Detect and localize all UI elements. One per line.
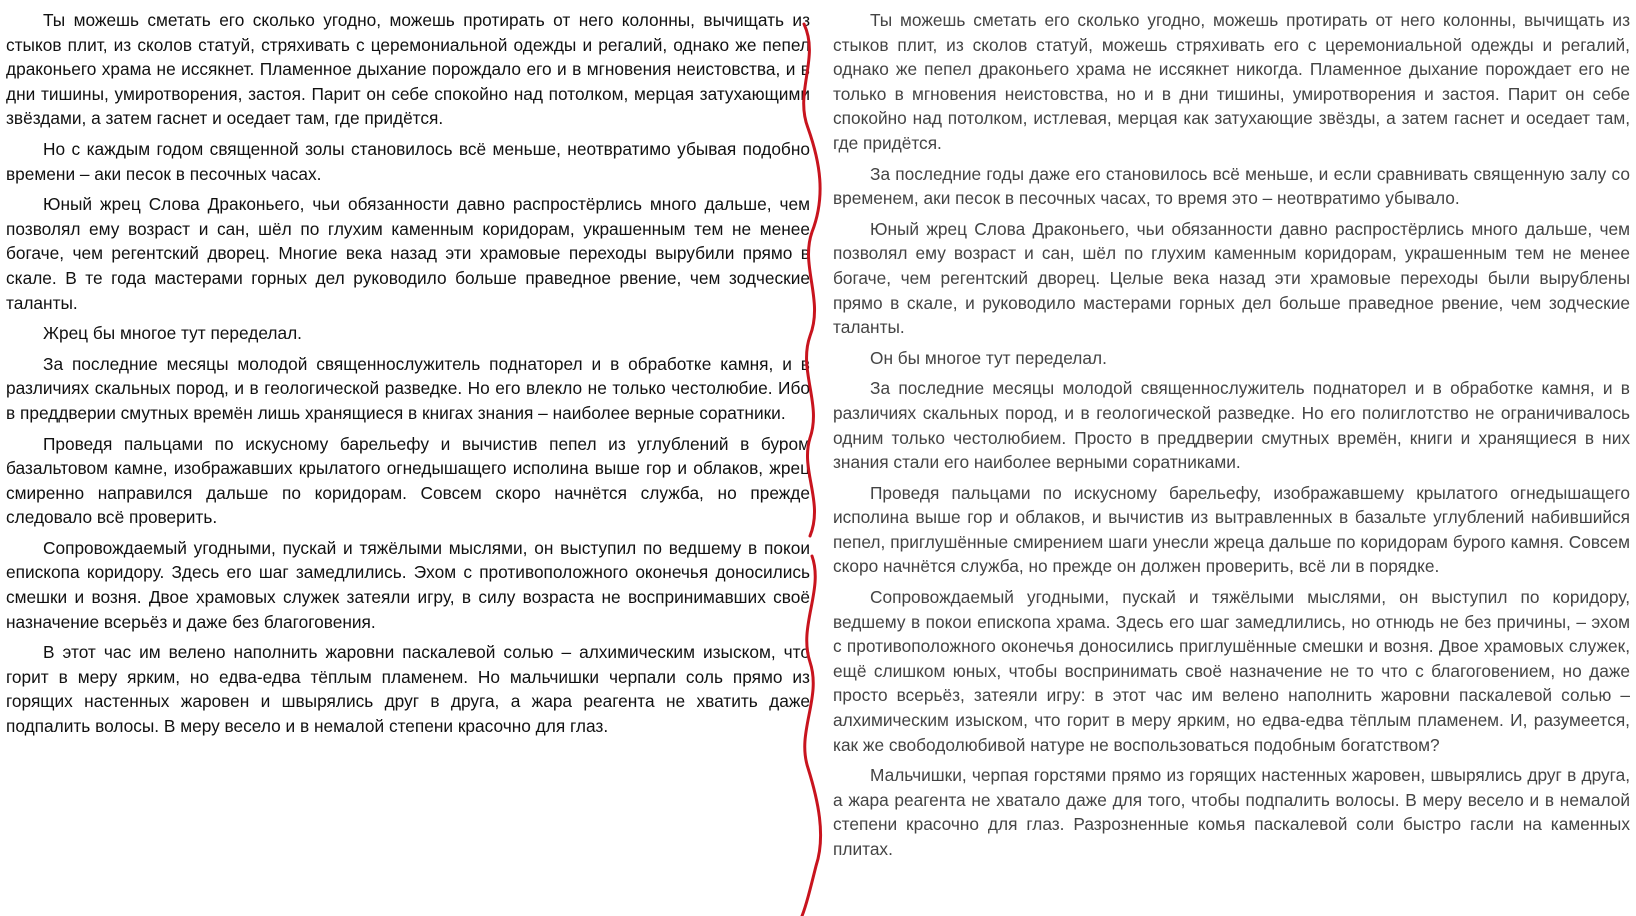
paragraph: Жрец бы многое тут переделал. <box>43 323 302 344</box>
paragraph: Сопровождаемый угодными, пускай и тяжёлыми мыслями, он выступил по коридору, ведшему в покои епископа храма. Здесь его шаг замедлились, но отнюдь не без причины, – эхом с противоположного оконечья доносились приглушённые смешки и возня. Двое храмовых служек, ещё слишком юных, чтобы воспринимать своё назначение не то что с благоговением, но даже просто всерьёз, затеяли игру: в этот час им велено наполнить жаровни паскалевой солью – алхимическим изыском, что горит в меру ярким, но едва-едва тёплым пламенем. И, разумеется, как же свободолюбивой натуре не воспользоваться подобным богатством? <box>833 587 1630 755</box>
paragraph: За последние месяцы молодой священнослужитель поднаторел и в обработке камня, и в различиях скальных пород, и в геологической разведке. Но его полиглотство не ограничивалось одним только честолюбием. Просто в преддверии смутных времён, книги и хранящиеся в них знания стали его наиболее верными соратниками. <box>833 378 1630 473</box>
original-text-column <box>6 8 810 745</box>
paragraph: Юный жрец Слова Драконьего, чьи обязанности давно распростёрлись много дальше, чем позволял ему возраст и сан, шёл по глухим каменным коридорам, украшенным тем не менее богаче, чем регентский дворец. Многие века назад эти храмовые переходы вырубили прямо в скале. В те года мастерами горных дел руководило больше праведное рвение, чем зодческие таланты. <box>6 194 810 313</box>
paragraph: Ты можешь сметать его сколько угодно, можешь протирать от него колонны, вычищать из стыков плит, из сколов статуй, можешь стряхивать его с церемониальной одежды и регалий, однако же пепел драконьего храма не иссякнет никогда. Пламенное дыхание порождает его не только в мгновения неистовства, но и в дни тишины, умиротворения и застоя. Парит он себе спокойно над потолком, истлевая, мерцая как затухающие звёзды, а затем гаснет и оседает там, где придётся. <box>833 10 1630 153</box>
paragraph: За последние месяцы молодой священнослужитель поднаторел и в обработке камня, и в различиях скальных пород, и в геологической разведке. Но его влекло не только честолюбие. Ибо в преддверии смутных времён лишь хранящиеся в книгах знания – наиболее верные соратники. <box>6 353 810 423</box>
paragraph: Проведя пальцами по искусному барельефу и вычистив пепел из углублений в буром базальтовом камне, изображавших крылатого огнедышащего исполина выше гор и облаков, жрец смиренно направился дальше по коридорам. Совсем скоро начнётся служба, но прежде следовало всё проверить. <box>6 433 810 528</box>
paragraph: Мальчишки, черпая горстями прямо из горящих настенных жаровен, швырялись друг в друга, а жара реагента не хватало даже для того, чтобы подпалить волосы. В меру весело и в немалой степени красочно для глаз. Разрозненные комья паскалевой соли быстро гасли на каменных плитах. <box>833 765 1630 859</box>
paragraph: Юный жрец Слова Драконьего, чьи обязанности давно распростёрлись много дальше, чем позволял ему возраст и сан, шёл по глухим каменным коридорам, украшенным тем не менее богаче, чем регентский дворец. Целые века назад эти храмовые переходы были вырублены прямо в скале, и руководило мастерами горных дел больше праведное рвение, чем зодческие таланты. <box>833 218 1630 338</box>
paragraph: Но с каждым годом священной золы становилось всё меньше, неотвратимо убывая подобно времени – аки песок в песочных часах. <box>6 138 810 184</box>
paragraph: Он бы многое тут переделал. <box>870 347 1107 368</box>
paragraph: За последние годы даже его становилось всё меньше, и если сравнивать священную залу со временем, аки песок в песочных часах, то время это – неотвратимо убывало. <box>833 163 1630 209</box>
divider-segment-lower <box>802 556 821 916</box>
divider-segment-upper <box>804 24 820 536</box>
paragraph: Сопровождаемый угодными, пускай и тяжёлыми мыслями, он выступил по ведшему в покои епископа коридору. Здесь его шаг замедлились. Эхом с противоположного оконечья доносились смешки и возня. Двое храмовых служек затеяли игру, в силу возраста не воспринимавших своё назначение всерьёз и даже без благоговения. <box>6 537 810 632</box>
paragraph: В этот час им велено наполнить жаровни паскалевой солью – алхимическим изыском, что горит в меру ярким, но едва-едва тёплым пламенем. Но мальчишки черпали соль прямо из горящих настенных жаровен и швырялись друг в друга, а жара реагента не хватить даже подпалить волосы. В меру весело и в немалой степени красочно для глаз. <box>6 642 810 737</box>
red-wavy-divider <box>796 0 832 916</box>
paragraph: Ты можешь сметать его сколько угодно, можешь протирать от него колонны, вычищать из стыков плит, из сколов статуй, стряхивать с церемониальной одежды и регалий, однако же пепел драконьего храма не иссякнет. Пламенное дыхание порождало его и в мгновения неистовства, и в дни тишины, умиротворения, застоя. Парит он себе спокойно над потолком, мерцая затухающими звёздами, а затем гаснет и оседает там, где придётся. <box>6 10 810 129</box>
revised-text-column <box>833 8 1630 868</box>
paragraph: Проведя пальцами по искусному барельефу, изображавшему крылатого огнедышащего исполина выше гор и облаков, и вычистив из вытравленных в базальте углублений набившийся пепел, приглушённые смирением шаги унесли жреца дальше по коридорам бурого камня. Совсем скоро начнётся служба, но прежде он должен проверить, всё ли в порядке. <box>833 482 1630 577</box>
